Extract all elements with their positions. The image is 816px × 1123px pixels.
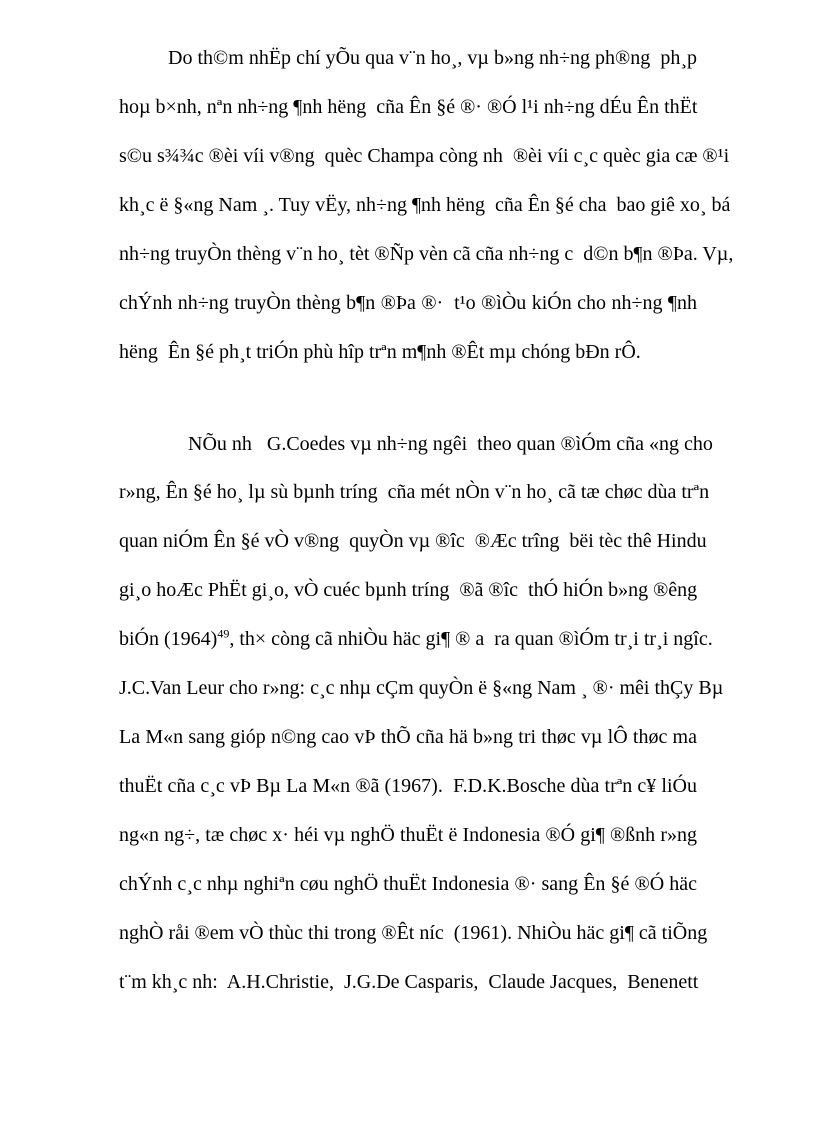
paragraph-line: NÕu nh G.Coedes vµ nh÷ng ngêi theo quan ®ìÓm cña «ng cho	[188, 433, 713, 455]
paragraph-line: nghÒ råi ®em vÒ thùc thi trong ®Êt níc (1961). NhiÒu häc gi¶ cã tiÕng	[119, 922, 708, 944]
paragraph-line: quan niÓm Ên §é vÒ v®ng quyÒn vµ ®îc ®Æc trîng bëi tèc thê Hindu	[119, 530, 707, 552]
paragraph-line: hëng Ên §é ph¸t triÓn phù hîp trªn m¶nh ®Êt mµ chóng bÐn rÔ.	[119, 341, 641, 363]
paragraph-line: Do th©m nhËp chí yÕu qua v¨n ho¸, vµ b»ng nh÷ng ph®ng ph¸p	[168, 47, 697, 69]
paragraph-line: hoµ b×nh, nªn nh÷ng ¶nh hëng cña Ên §é ®· ®Ó l¹i nh÷ng dÉu Ên thËt	[119, 96, 698, 118]
paragraph-line: J.C.Van Leur cho r»ng: c¸c nhµ cÇm quyÒn ë §«ng Nam ¸ ®· mêi thÇy Bµ	[119, 677, 724, 699]
footnote-ref[interactable]: 49	[217, 626, 230, 641]
paragraph-line: ng«n ng÷, tæ chøc x· héi vµ nghÖ thuËt ë Indonesia ®Ó gi¶ ®ßnh r»ng	[119, 824, 697, 846]
line-text: , th× còng cã nhiÒu häc gi¶ ® a ra quan ®ìÓm tr¸i tr¸i ngîc.	[229, 628, 713, 650]
paragraph-line: thuËt cña c¸c vÞ Bµ La M«n ®ã (1967). F.D.K.Bosche dùa trªn c¥ liÓu	[119, 775, 697, 797]
paragraph-line: chÝnh nh÷ng truyÒn thèng b¶n ®Þa ®· t¹o ®ìÒu kiÓn cho nh÷ng ¶nh	[119, 292, 697, 314]
paragraph-line: La M«n sang gióp n©ng cao vÞ thÕ cña hä b»ng tri thøc vµ lÔ thøc ma	[119, 726, 697, 748]
paragraph-line: nh÷ng truyÒn thèng v¨n ho¸ tèt ®Ñp vèn cã cña nh÷ng c d©n b¶n ®Þa. Vµ,	[119, 243, 734, 265]
paragraph-line: kh¸c ë §«ng Nam ¸. Tuy vËy, nh÷ng ¶nh hëng cña Ên §é cha bao giê xo¸ bá	[119, 194, 731, 216]
paragraph-line: gi¸o hoÆc PhËt gi¸o, vÒ cuéc bµnh tríng ®ã ®îc thÓ hiÓn b»ng ®êng	[119, 579, 698, 601]
paragraph-line-with-footnote-ref	[119, 626, 713, 651]
paragraph-line: r»ng, Ên §é ho¸ lµ sù bµnh tríng cña mét nÒn v¨n ho¸ cã tæ chøc dùa trªn	[119, 481, 710, 503]
paragraph-line: s©u s¾¾c ®èi víi v®ng quèc Champa còng nh ®èi víi c¸c quèc gia cæ ®¹i	[119, 145, 730, 167]
line-text: biÓn (1964)	[119, 628, 218, 650]
paragraph-line: chÝnh c¸c nhµ nghiªn cøu nghÖ thuËt Indonesia ®· sang Ên §é ®Ó häc	[119, 873, 697, 895]
paragraph-line: t¨m kh¸c nh: A.H.Christie, J.G.De Casparis, Claude Jacques, Benenett	[119, 971, 699, 993]
